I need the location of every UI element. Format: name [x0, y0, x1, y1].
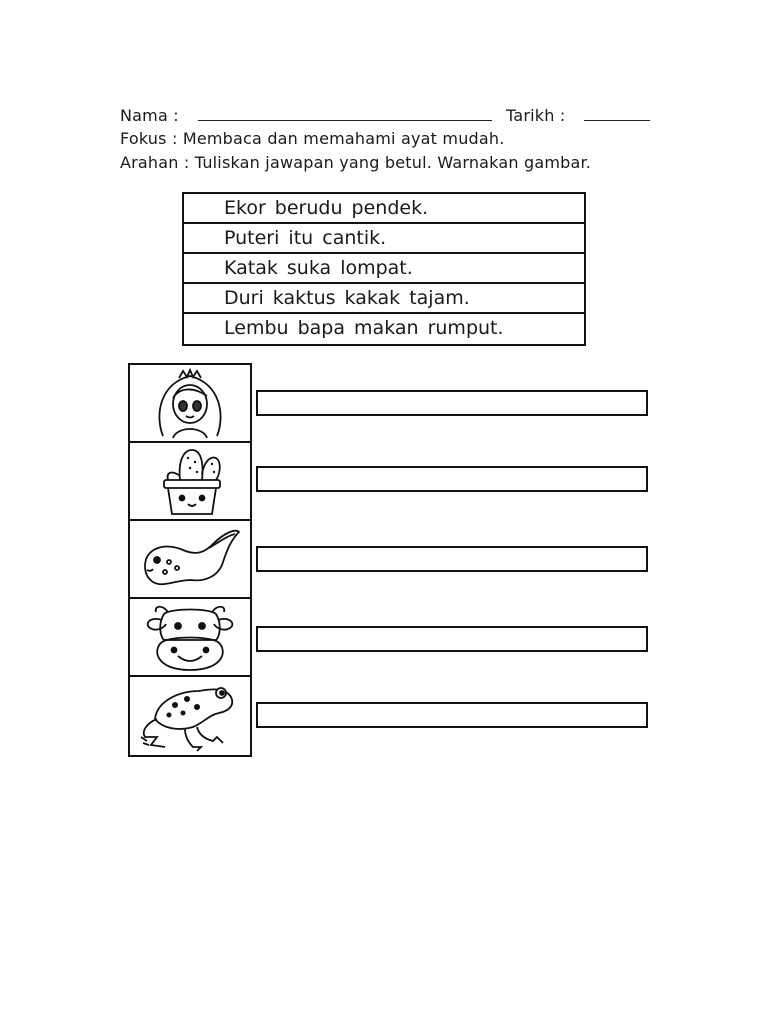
name-field-line[interactable] [198, 120, 492, 121]
picture-column [128, 363, 252, 757]
answer-box-5[interactable] [256, 702, 648, 728]
picture-cell [130, 443, 250, 521]
answer-box-4[interactable] [256, 626, 648, 652]
sentence-row: Puteri itu cantik. [184, 224, 584, 254]
date-label: Tarikh : [506, 106, 566, 125]
sentence-table [182, 192, 586, 346]
frog-icon [135, 679, 245, 753]
picture-cell [130, 365, 250, 443]
name-label: Nama : [120, 106, 179, 125]
sentence-row: Katak suka lompat. [184, 254, 584, 284]
date-field-line[interactable] [584, 120, 650, 121]
answer-box-2[interactable] [256, 466, 648, 492]
picture-cell [130, 677, 250, 755]
focus-text: Fokus : Membaca dan memahami ayat mudah. [120, 129, 505, 148]
princess-icon [145, 366, 235, 440]
instruction-text: Arahan : Tuliskan jawapan yang betul. Warnakan gambar. [120, 153, 592, 172]
picture-cell [130, 521, 250, 599]
sentence-row: Lembu bapa makan rumput. [224, 317, 504, 339]
picture-cell [130, 599, 250, 677]
cow-icon [140, 600, 240, 674]
tadpole-icon [135, 522, 245, 596]
sentence-row: Ekor berudu pendek. [184, 194, 584, 224]
answer-box-3[interactable] [256, 546, 648, 572]
answer-box-1[interactable] [256, 390, 648, 416]
sentence-row: Duri kaktus kakak tajam. [184, 284, 584, 314]
cactus-icon [150, 444, 230, 518]
